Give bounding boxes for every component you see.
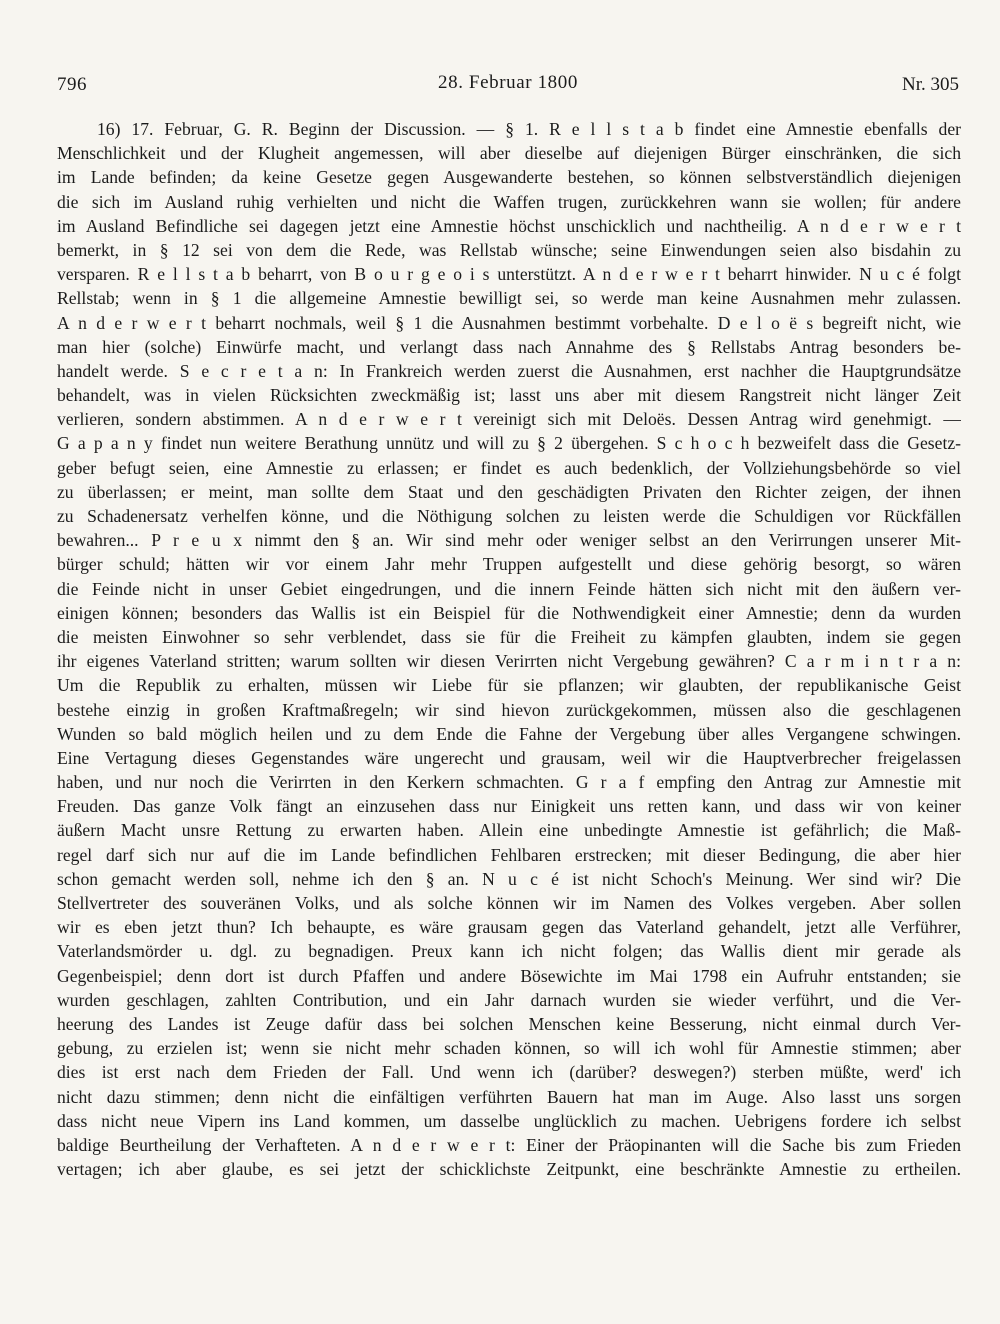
text-line: dass nicht neue Vipern ins Land kommen, um dasselbe unglücklich zu machen. Uebrigens fordere ich selbst [57,1110,961,1131]
text-line: bürger schuld; hätten wir vor einem Jahr mehr Truppen aufgestellt und diese gehörig besorgt, so wären [57,554,961,575]
text-line: Eine Vertagung dieses Gegenstandes wäre ungerecht und grausam, weil wir die Hauptverbrecher freigelassen [57,747,961,768]
text-line: schon gemacht werden soll, nehme ich den § an. N u c é ist nicht Schoch's Meinung. Wer sind wir? Die [57,868,961,889]
text-line: behandelt, was in vielen Rücksichten zweckmäßig ist; lasst uns aber mit diesem Rangstreit nicht länger Zeit [57,385,961,406]
text-line: wir es eben jetzt thun? Ich behaupte, es wäre grausam gegen das Vaterland gehandelt, jetzt alle Verführer, [57,917,961,938]
text-line: regel darf sich nur auf die im Lande befindlichen Fehlbaren erstrecken; mit dieser Bedingung, die aber hier [57,844,961,865]
text-line: die Feinde nicht in unser Gebiet eingedrungen, und die innern Feinde hätten sich nicht mit den äußern ver- [57,578,961,599]
text-line: Menschlichkeit und der Klugheit angemessen, will aber dieselbe auf diejenigen Bürger einschränken, die sich [57,143,961,164]
text-line: bemerkt, in § 12 sei von dem die Rede, was Rellstab wünsche; seine Einwendungen seien also bisdahin zu [57,239,961,260]
text-line: baldige Beurtheilung der Verhafteten. A n d e r w e r t: Einer der Präopinanten will die Sache bis zum Frieden [57,1134,961,1155]
text-line: geber befugt seien, eine Amnestie zu erlassen; er findet es auch bedenklich, der Vollziehungsbehörde so viel [57,457,961,478]
text-line: haben, und nur noch die Verirrten in den Kerkern schmachten. G r a f empfing den Antrag zur Amnestie mit [57,772,961,793]
text-line: verlieren, sondern abstimmen. A n d e r w e r t vereinigt sich mit Deloës. Dessen Antrag wird genehmigt. — [57,409,961,430]
running-head [57,72,959,102]
text-line: nicht dazu stimmen; denn nicht die einfältigen verführten Bauern hat man im Auge. Also lasst uns sorgen [57,1086,961,1107]
text-line: zu Schadenersatz verhelfen könne, und die Nöthigung solchen zu leisten werde die Schuldigen vor Rückfällen [57,506,961,526]
header-date: 28. Februar 1800 [438,72,578,93]
text-line: wurden geschlagen, zahlten Contribution, und ein Jahr darnach wurden sie wieder verführt, und die Ver- [57,989,961,1010]
body-text [57,117,961,1205]
text-line: die sich im Ausland ruhig verhielten und nicht die Waffen trugen, zurückkehren wann sie wollen; für andere [57,191,961,212]
text-line: vertagen; ich aber glaube, es sei jetzt der schicklichste Zeitpunkt, eine beschränkte Amnestie zu ertheilen. [57,1159,961,1180]
text-line: handelt werde. S e c r e t a n: In Frankreich werden zuerst die Ausnahmen, erst nachher die Hauptgrundsätze [57,360,961,381]
text-line: Wunden so bald möglich heilen und zu dem Ende die Fahne der Vergebung über alles Vergangene schwingen. [57,723,961,744]
text-line: gebung, zu erzielen ist; wenn sie nicht mehr schaden können, so will ich wohl für Amnestie stimmen; aber [57,1038,961,1059]
text-line: bestehe einzig in großen Kraftmaßregeln; wir sind hievon zurückgekommen, müssen also die geschlagenen [57,699,961,720]
text-line: Freuden. Das ganze Volk fängt an einzusehen dass nur Einigkeit uns retten kann, und dass wir von keiner [57,796,961,817]
text-line: im Ausland Befindliche sei dagegen jetzt eine Amnestie höchst unschicklich und nachtheilig. A n d e r w e r t [57,215,961,236]
text-line: man hier (solche) Einwürfe macht, und verlangt dass nach Annahme des § Rellstabs Antrag besonders be- [57,336,961,357]
text-line: Rellstab; wenn in § 1 die allgemeine Amnestie bewilligt sei, so werde man keine Ausnahmen mehr zulassen. [57,288,961,309]
text-line: 16) 17. Februar, G. R. Beginn der Discussion. — § 1. R e l l s t a b findet eine Amnestie ebenfalls der [97,119,961,139]
text-line: die meisten Einwohner so sehr verblendet, dass sie für die Freiheit zu kämpfen glaubten, indem sie gegen [57,626,961,647]
text-line: versparen. R e l l s t a b beharrt, von B o u r g e o i s unterstützt. A n d e r w e r t beharrt hinwider. N u c é folgt [57,264,961,285]
text-line: einigen können; besonders das Wallis ist ein Beispiel für die Nothwendigkeit einer Amnestie; denn da wurden [57,602,961,623]
text-line: äußern Macht unsre Rettung zu erwarten haben. Allein eine unbedingte Amnestie ist gefährlich; die Maß- [57,820,961,841]
text-line: Um die Republik zu erhalten, müssen wir Liebe für sie pflanzen; wir glaubten, der republikanische Geist [57,675,961,696]
text-line: Gegenbeispiel; denn dort ist durch Pfaffen und andere Bösewichte im Mai 1798 ein Aufruhr entstanden; sie [57,965,961,986]
text-line: bewahren... P r e u x nimmt den § an. Wir sind mehr oder weniger selbst an den Verirrungen unserer Mit- [57,530,961,551]
text-line: dies ist erst nach dem Frieden der Fall. Und wenn ich (darüber? deswegen?) sterben müßte, werd' ich [57,1062,961,1083]
text-line: heerung des Landes ist Zeuge dafür dass bei solchen Menschen keine Besserung, nicht einmal durch Ver- [57,1013,961,1034]
header-issue-number: Nr. 305 [902,74,959,95]
text-line: ihr eigenes Vaterland stritten; warum sollten wir diesen Verirrten nicht Vergebung gewähren? C a r m i n t r a n: [57,651,961,672]
text-line [57,1181,961,1205]
text-line: zu überlassen; er meint, man sollte dem Staat und den geschädigten Privaten den Richter zeigen, der ihnen [57,481,961,502]
page-number: 796 [57,74,87,95]
text-line: Stellvertreter des souveränen Volks, und als solche können wir im Namen des Volkes vergeben. Aber sollen [57,893,961,913]
text-line: Vaterlandsmörder u. dgl. zu begnadigen. Preux kann ich nicht folgen; das Wallis dient mir gerade als [57,941,961,962]
text-line: im Lande befinden; da keine Gesetze gegen Ausgewanderte bestehen, so können selbstverständlich diejenigen [57,167,961,188]
text-line: G a p a n y findet nun weitere Berathung unnütz und will zu § 2 übergehen. S c h o c h bezweifelt dass die Gesetz- [57,433,961,454]
text-line: A n d e r w e r t beharrt nochmals, weil § 1 die Ausnahmen bestimmt vorbehalte. D e l o ë s begreift nicht, wie [57,312,961,333]
